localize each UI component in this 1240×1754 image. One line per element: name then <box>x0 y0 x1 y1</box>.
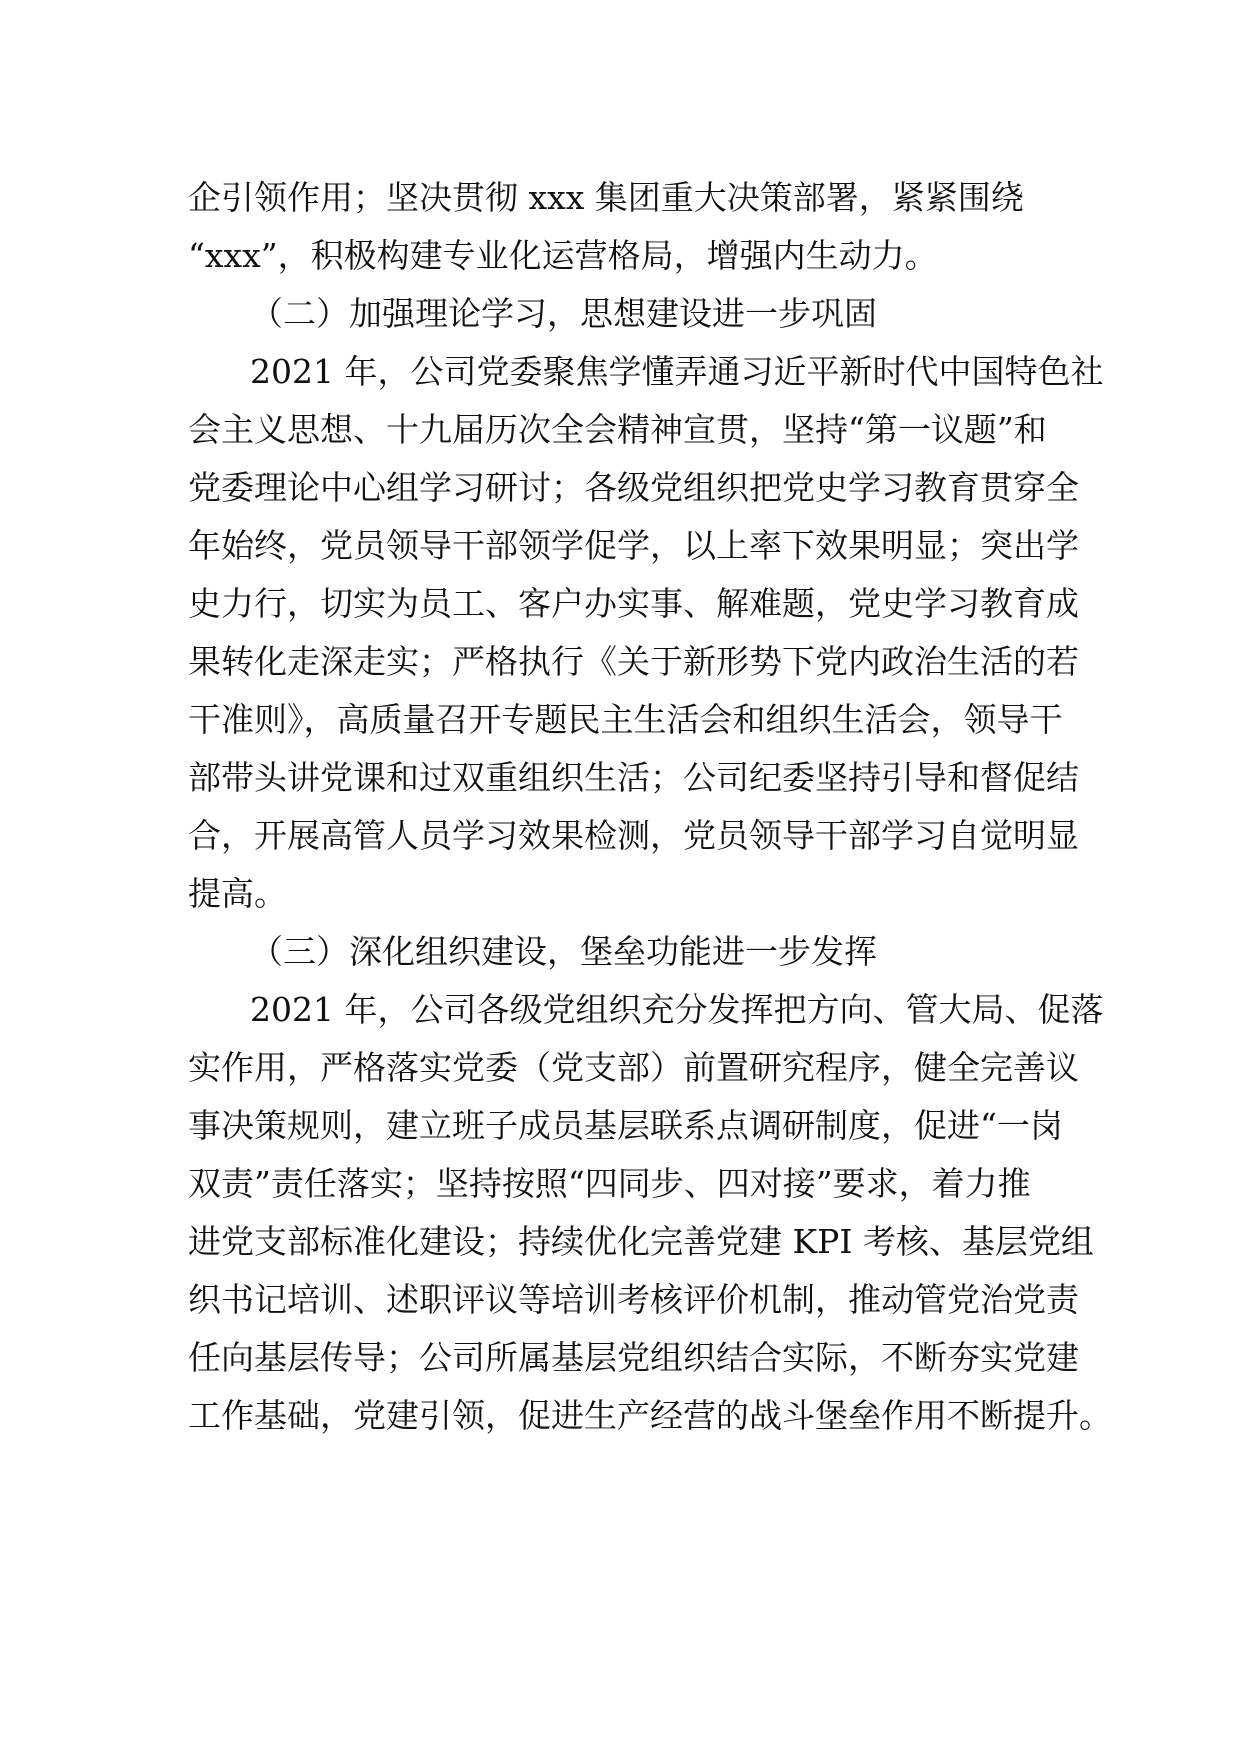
paragraph-line: 干准则》，高质量召开专题民主生活会和组织生活会，领导干 <box>188 700 1063 739</box>
paragraph-line: 果转化走深走实；严格执行《关于新形势下党内政治生活的若 <box>188 642 1079 681</box>
paragraph-line: 会主义思想、十九届历次全会精神宣贯，坚持“第一议题”和 <box>188 410 1047 449</box>
paragraph-line: 实作用，严格落实党委（党支部）前置研究程序，健全完善议 <box>188 1048 1079 1087</box>
paragraph-line: 部带头讲党课和过双重组织生活；公司纪委坚持引导和督促结 <box>188 758 1079 797</box>
paragraph-line: 织书记培训、述职评议等培训考核评价机制，推动管党治党责 <box>188 1280 1079 1319</box>
paragraph-line: 年始终，党员领导干部领学促学，以上率下效果明显；突出学 <box>188 526 1079 565</box>
paragraph-line: 事决策规则，建立班子成员基层联系点调研制度，促进“一岗 <box>188 1106 1063 1145</box>
paragraph-line: 2021 年，公司各级党组织充分发挥把方向、管大局、促落 <box>250 990 1104 1029</box>
paragraph-line: 任向基层传导；公司所属基层党组织结合实际，不断夯实党建 <box>188 1338 1079 1377</box>
paragraph-line: 提高。 <box>188 874 287 913</box>
paragraph-line: 党委理论中心组学习研讨；各级党组织把党史学习教育贯穿全 <box>188 468 1079 507</box>
paragraph-line: 企引领作用；坚决贯彻 xxx 集团重大决策部署，紧紧围绕 <box>188 178 1024 217</box>
paragraph-line: “xxx”，积极构建专业化运营格局，增强内生动力。 <box>188 236 938 275</box>
section-heading-2: （二）加强理论学习，思想建设进一步巩固 <box>250 294 877 333</box>
paragraph-line: 进党支部标准化建设；持续优化完善党建 KPI 考核、基层党组 <box>188 1222 1094 1261</box>
paragraph-line: 合，开展高管人员学习效果检测，党员领导干部学习自觉明显 <box>188 816 1079 855</box>
paragraph-line: 工作基础，党建引领，促进生产经营的战斗堡垒作用不断提升。 <box>188 1396 1112 1435</box>
paragraph-line: 双责”责任落实；坚持按照“四同步、四对接”要求，着力推 <box>188 1164 1031 1203</box>
paragraph-line: 史力行，切实为员工、客户办实事、解难题，党史学习教育成 <box>188 584 1079 623</box>
paragraph-line: 2021 年，公司党委聚焦学懂弄通习近平新时代中国特色社 <box>250 352 1104 391</box>
section-heading-3: （三）深化组织建设，堡垒功能进一步发挥 <box>250 932 877 971</box>
